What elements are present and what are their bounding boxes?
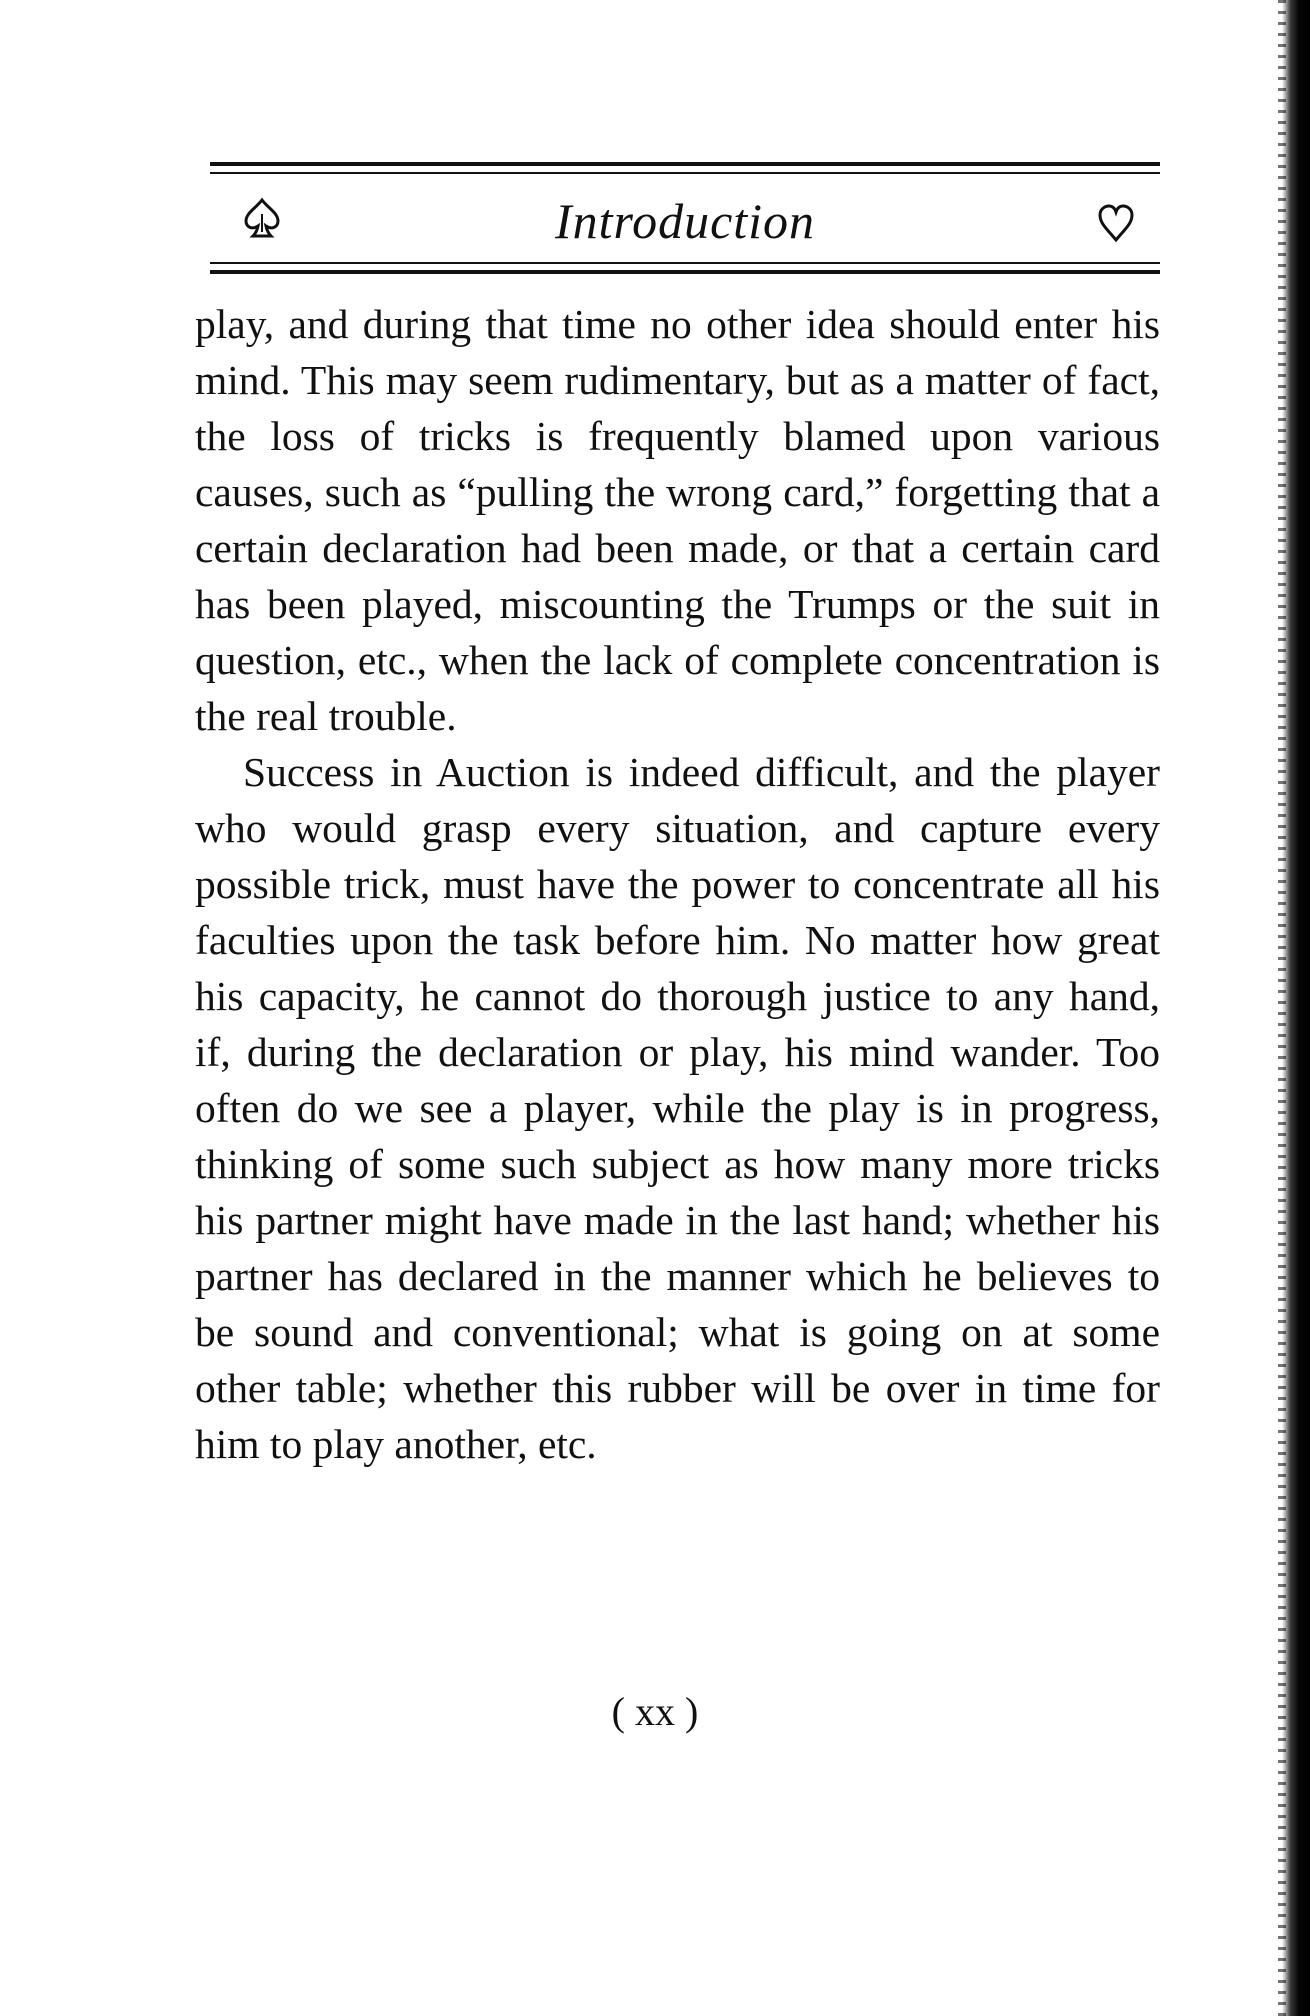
body-text	[195, 296, 1160, 1472]
paragraph-continued: play, and during that time no other idea should enter his mind. This may seem rudimentary, but as a matter of fact, the loss of tricks is frequently blamed upon various causes, such as “pulling the wrong card,” forgetting that a certain declaration had been made, or that a certain card has been played, miscounting the Trumps or the suit in question, etc., when the lack of complete concentration is the real trouble.	[195, 301, 1160, 739]
running-head-title: Introduction	[554, 193, 816, 249]
heart-outline-icon	[1096, 202, 1136, 246]
running-head	[210, 188, 1160, 258]
header-rule-bottom-thin	[210, 262, 1160, 264]
header-rule-top-thin	[210, 172, 1160, 174]
header-rule-bottom-thick	[210, 270, 1160, 274]
paragraph: Success in Auction is indeed difficult, and the player who would grasp every situation, and capture every possible trick, must have the power to concentrate all his faculties upon the task before him. No matter how great his capacity, he cannot do thorough justice to any hand, if, during the declaration or play, his mind wander. Too often do we see a player, while the play is in progress, thinking of some such subject as how many more tricks his partner might have made in the last hand; whether his partner has declared in the manner which he believes to be sound and conventional; what is going on at some other table; whether this rubber will be over in time for him to play another, etc.	[195, 749, 1160, 1467]
header-rule-top-thick	[210, 162, 1160, 166]
page-number: ( xx )	[611, 1689, 699, 1734]
